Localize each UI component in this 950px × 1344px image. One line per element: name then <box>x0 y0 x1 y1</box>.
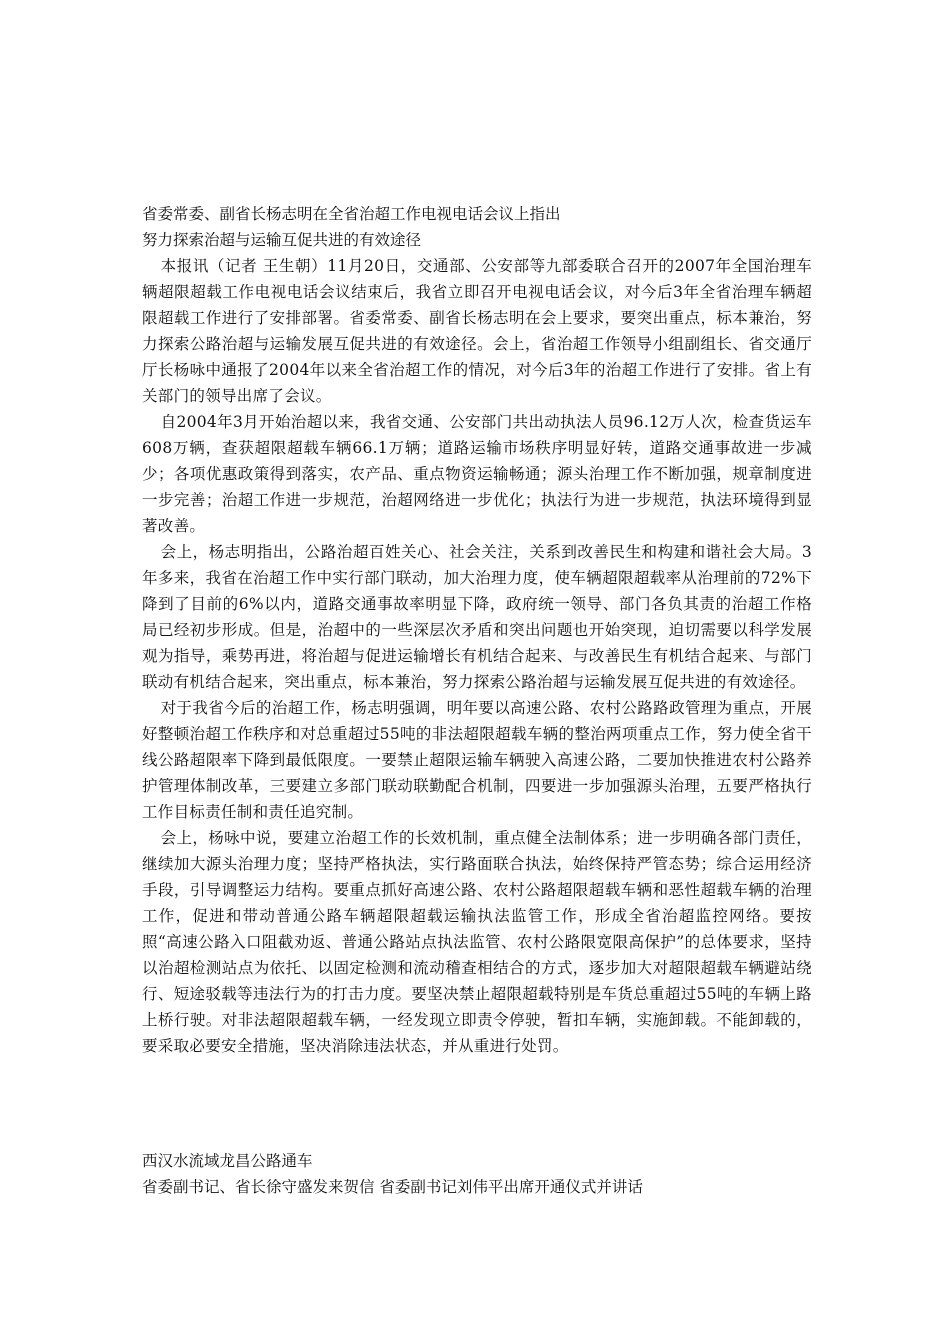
article-headline-primary: 省委常委、副省长杨志明在全省治超工作电视电话会议上指出 <box>142 205 561 223</box>
article-paragraph: 本报讯（记者 王生朝）11月20日，交通部、公安部等九部委联合召开的2007年全国治理车辆超限超载工作电视电话会议结束后，我省立即召开电视电话会议，对今后3年全省治理车辆超限超载工作进行了安排部署。省委常委、副省长杨志明在会上要求，要突出重点，标本兼治，努力探索公路治超与运输发展互促共进的有效途径。会上，省治超工作领导小组副组长、省交通厅厅长杨咏中通报了2004年以来全省治超工作的情况，对今后3年的治超工作进行了安排。省上有关部门的领导出席了会议。 <box>142 257 812 405</box>
second-headline-primary: 西汉水流域龙昌公路通车 <box>142 1152 313 1170</box>
article-paragraph: 对于我省今后的治超工作，杨志明强调，明年要以高速公路、农村公路路政管理为重点，开展好整顿治超工作秩序和对总重超过55吨的非法超限超载车辆的整治两项重点工作，努力使全省干线公路超限率下降到最低限度。一要禁止超限运输车辆驶入高速公路，二要加快推进农村公路养护管理体制改革，三要建立多部门联动联勤配合机制，四要进一步加强源头治理，五要严格执行工作目标责任制和责任追究制。 <box>142 699 812 821</box>
article-paragraph: 会上，杨咏中说，要建立治超工作的长效机制，重点健全法制体系；进一步明确各部门责任，继续加大源头治理力度；坚持严格执法，实行路面联合执法，始终保持严管态势；综合运用经济手段，引导调整运力结构。要重点抓好高速公路、农村公路超限超载车辆和恶性超载车辆的治理工作，促进和带动普通公路车辆超限超载运输执法监管工作，形成全省治超监控网络。要按照“高速公路入口阻截劝返、普通公路站点执法监管、农村公路限宽限高保护”的总体要求，坚持以治超检测站点为依托、以固定检测和流动稽查相结合的方式，逐步加大对超限超载车辆避站绕行、短途驳载等违法行为的打击力度。要坚决禁止超限超载特别是车货总重超过55吨的车辆上路上桥行驶。对非法超限超载车辆，一经发现立即责令停驶，暂扣车辆，实施卸载。不能卸载的，要采取必要安全措施，坚决消除违法状态，并从重进行处罚。 <box>142 829 812 1055</box>
article-paragraph: 会上，杨志明指出，公路治超百姓关心、社会关注，关系到改善民生和构建和谐社会大局。3年多来，我省在治超工作中实行部门联动，加大治理力度，使车辆超限超载率从治理前的72%下降到了目前的6%以内，道路交通事故率明显下降，政府统一领导、部门各负其责的治超工作格局已经初步形成。但是，治超中的一些深层次矛盾和突出问题也开始突现，迫切需要以科学发展观为指导，乘势再进，将治超与促进运输增长有机结合起来、与改善民生有机结合起来、与部门联动有机结合起来，突出重点，标本兼治，努力探索公路治超与运输发展互促共进的有效途径。 <box>142 543 812 691</box>
article-headline-secondary: 努力探索治超与运输互促共进的有效途径 <box>142 231 422 249</box>
article-second <box>142 1148 812 1200</box>
article-main <box>142 201 812 1059</box>
second-headline-secondary: 省委副书记、省长徐守盛发来贺信 省委副书记刘伟平出席开通仪式并讲话 <box>142 1178 643 1196</box>
article-paragraph: 自2004年3月开始治超以来，我省交通、公安部门共出动执法人员96.12万人次，检查货运车608万辆，查获超限超载车辆66.1万辆；道路运输市场秩序明显好转，道路交通事故进一步减少；各项优惠政策得到落实，农产品、重点物资运输畅通；源头治理工作不断加强，规章制度进一步完善；治超工作进一步规范，治超网络进一步优化；执法行为进一步规范，执法环境得到显著改善。 <box>142 413 812 535</box>
